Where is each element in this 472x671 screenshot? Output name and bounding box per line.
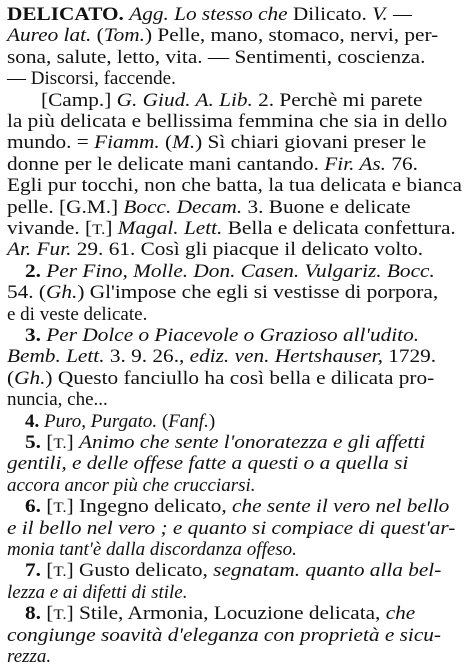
entry-line (25, 603, 415, 625)
text-run: Puro, Purgato. (44, 411, 158, 432)
text-run: ( (157, 411, 169, 432)
text-run: T. (53, 564, 67, 580)
entry-line (7, 132, 426, 154)
text-run: donne per le delicate mani cantando. (7, 154, 325, 175)
text-run: ( (7, 368, 15, 389)
text-run: 6. (25, 496, 47, 517)
text-run: G. Giud. A. Lib. (116, 90, 253, 111)
text-run: M. (172, 132, 196, 153)
entry-line (7, 68, 176, 90)
text-run: e il bello nel vero ; e quanto si compiace di quest'ar- (7, 518, 456, 539)
entry-line (7, 197, 411, 219)
text-run: Dilicato. (287, 4, 373, 25)
text-run: la più delicata e bellissima femmina che sia in dello (7, 111, 448, 132)
text-run: ) (208, 411, 216, 432)
text-run: Aureo lat. (7, 25, 92, 46)
text-run: [ (46, 560, 54, 581)
text-run: [ (46, 496, 54, 517)
text-run: 2. (25, 261, 47, 282)
text-run: ] (105, 218, 118, 239)
text-run: [ (46, 603, 54, 624)
text-run: [Camp.] (41, 90, 117, 111)
text-run: [ (46, 432, 54, 453)
text-run: Magal. Lett. (117, 218, 223, 239)
entry-line (7, 389, 108, 411)
text-run: 7. (25, 560, 47, 581)
text-run: 3. (25, 325, 47, 346)
text-run: Bemb. Lett. (7, 346, 105, 367)
text-run: Tom. (103, 25, 145, 46)
text-run: Ar. Fur. (7, 239, 72, 260)
text-run: T. (92, 222, 106, 238)
text-run: pelle. [G.M.] (7, 197, 124, 218)
entry-line (7, 368, 434, 390)
entry-line (7, 453, 408, 475)
text-run: 1729. (382, 346, 437, 367)
text-run: T. (53, 436, 67, 452)
text-run: lezza e ai difetti di stile. (7, 582, 188, 603)
text-run: 3. Buone e delicate (242, 197, 411, 218)
text-run: 5. (25, 432, 47, 453)
text-run: Bocc. Decam. (123, 197, 243, 218)
text-run: Fir. As. (324, 154, 386, 175)
entry-line (25, 261, 435, 283)
entry-line (7, 582, 187, 604)
entry-line (7, 218, 456, 240)
text-run: ] (66, 432, 80, 453)
text-run: ediz. ven. Hertshauser, (189, 346, 383, 367)
entry-line (7, 47, 425, 69)
text-run: ] Gusto delicato, (66, 560, 214, 581)
entry-line (7, 646, 51, 668)
text-run: ) Pelle, mano, stomaco, nervi, per- (144, 25, 439, 46)
entry-line (7, 625, 441, 647)
text-run: che (385, 603, 416, 624)
text-run: gentili, e delle offese fatte a questi o a quella si (7, 453, 409, 474)
text-run: vivande. [ (7, 218, 93, 239)
text-run: Fiamm. (94, 132, 160, 153)
entry-line (7, 239, 423, 261)
text-run: Per Fino, Molle. Don. Casen. Vulgariz. Bocc. (46, 261, 435, 282)
entry-line (25, 325, 419, 347)
text-run: 4. (25, 411, 44, 432)
text-run: Bella e delicata confettura. (222, 218, 456, 239)
text-run: che sente il vero nel bello (232, 496, 450, 517)
text-run: ] Ingegno delicato, (66, 496, 233, 517)
entry-line (7, 4, 412, 26)
entry-line (7, 539, 297, 561)
entry-line (25, 496, 449, 518)
text-run: 8. (25, 603, 47, 624)
text-run: ( (159, 132, 173, 153)
text-run: nuncia, che... (7, 389, 108, 410)
text-run: T. (53, 500, 67, 516)
text-run: ) Questo fanciullo ha così bella e dilicata pro- (45, 368, 435, 389)
text-run: Gh. (46, 282, 78, 303)
text-run: 29. 61. Così gli piacque il delicato volto. (71, 239, 424, 260)
entry-line (7, 282, 438, 304)
text-run: Agg. Lo stesso che (129, 4, 288, 25)
text-run: congiunge soavità d'eleganza con proprietà e sicu- (7, 625, 442, 646)
headword: DELICATO. (7, 4, 124, 25)
text-run: ( (91, 25, 104, 46)
entry-line (25, 411, 215, 433)
text-run: rezza. (7, 646, 52, 667)
text-run: 3. 9. 26., (104, 346, 190, 367)
text-run: ) Gl'impose che egli si vestisse di porpora, (77, 282, 439, 303)
entry-line (7, 518, 455, 540)
text-run: ) Sì chiari giovani preser le (195, 132, 427, 153)
text-run: 54. ( (7, 282, 47, 303)
text-run: Per Dolce o Piacevole o Grazioso all'udito. (46, 325, 420, 346)
text-run: T. (53, 607, 67, 623)
text-run: Egli pur tocchi, non che batta, la tua delicata e bianca (7, 175, 462, 196)
text-run: segnatam. quanto alla bel- (213, 560, 442, 581)
entry-line (7, 346, 436, 368)
text-run: 76. (385, 154, 418, 175)
entry-line (7, 154, 418, 176)
text-run: V. — (372, 4, 412, 25)
text-run: e di veste delicate. (7, 304, 148, 325)
text-run: — Discorsi, faccende. (7, 68, 176, 89)
text-run: sona, salute, letto, vita. — Sentimenti, coscienza. (7, 47, 426, 68)
text-run: Fanf. (168, 411, 209, 432)
text-run: Gh. (14, 368, 46, 389)
text-run: mundo. = (7, 132, 95, 153)
entry-line (25, 432, 425, 454)
text-run: ] Stile, Armonia, Locuzione delicata, (66, 603, 386, 624)
text-run: 2. Perchè mi parete (252, 90, 423, 111)
entry-line (7, 175, 462, 197)
entry-line (7, 304, 147, 326)
entry-line (41, 90, 422, 112)
entry-line (7, 111, 447, 133)
text-run: accora ancor più che crucciarsi. (7, 475, 256, 496)
text-run: monia tant'è dalla discordanza offeso. (7, 539, 297, 560)
entry-line (25, 560, 441, 582)
text-run: Animo che sente l'onoratezza e gli affetti (79, 432, 426, 453)
entry-line (7, 475, 256, 497)
entry-line (7, 25, 438, 47)
